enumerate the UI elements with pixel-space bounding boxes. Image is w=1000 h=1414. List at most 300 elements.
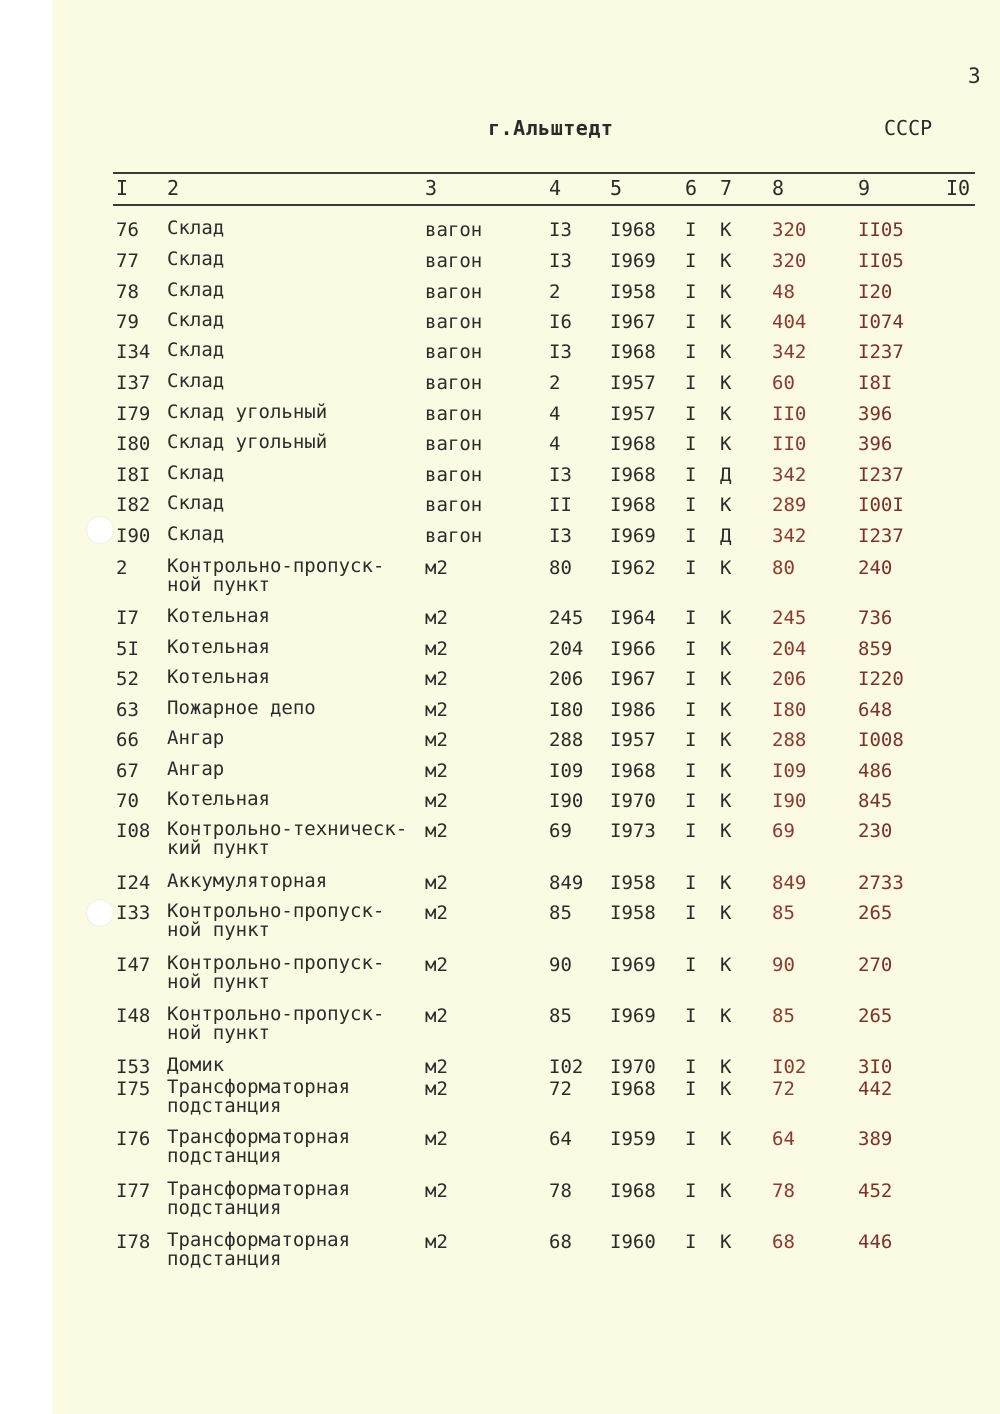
row-number: 5I <box>116 638 139 660</box>
unit: вагон <box>425 494 483 516</box>
table-row <box>0 699 1000 729</box>
unit: м2 <box>425 668 448 690</box>
year: I966 <box>610 638 656 660</box>
unit: вагон <box>425 525 483 547</box>
value-b: I00I <box>858 494 904 516</box>
value-a: I80 <box>772 699 807 721</box>
year: I957 <box>610 729 656 751</box>
object-name-line: Склад <box>167 370 225 392</box>
object-name-line: Котельная <box>167 605 270 627</box>
unit: м2 <box>425 1231 448 1253</box>
value-b: 845 <box>858 790 893 812</box>
category: I <box>685 1056 697 1078</box>
quantity: 4 <box>549 433 561 455</box>
year: I967 <box>610 668 656 690</box>
column-header-3: 3 <box>425 176 438 200</box>
object-name <box>167 1056 224 1075</box>
quantity: 206 <box>549 668 584 690</box>
year: I968 <box>610 494 656 516</box>
object-name <box>167 638 270 657</box>
value-b: 446 <box>858 1231 893 1253</box>
object-name-line: Трансформаторная <box>167 1076 351 1098</box>
value-b: I8I <box>858 372 893 394</box>
condition-code: К <box>720 790 732 812</box>
column-header-8: 8 <box>772 176 785 200</box>
quantity: 288 <box>549 729 584 751</box>
value-b: 270 <box>858 954 893 976</box>
object-name-line: Склад <box>167 279 225 301</box>
condition-code: К <box>720 403 732 425</box>
quantity: I3 <box>549 464 572 486</box>
unit: вагон <box>425 341 483 363</box>
value-b: I220 <box>858 668 904 690</box>
object-name-line: ной пункт <box>167 971 270 993</box>
value-a: 289 <box>772 494 807 516</box>
unit: вагон <box>425 219 483 241</box>
category: I <box>685 341 697 363</box>
category: I <box>685 464 697 486</box>
year: I973 <box>610 820 656 842</box>
row-number: I80 <box>116 433 151 455</box>
value-a: 85 <box>772 902 795 924</box>
condition-code: К <box>720 902 732 924</box>
row-number: I8I <box>116 464 151 486</box>
row-number: 70 <box>116 790 139 812</box>
object-name-line: ной пункт <box>167 1022 270 1044</box>
condition-code: К <box>720 433 732 455</box>
object-name-line: Ангар <box>167 758 225 780</box>
year: I962 <box>610 557 656 579</box>
object-name-line: кий пункт <box>167 837 270 859</box>
value-a: 90 <box>772 954 795 976</box>
year: I968 <box>610 341 656 363</box>
table-row <box>0 1229 1000 1270</box>
year: I967 <box>610 311 656 333</box>
category: I <box>685 1128 697 1150</box>
table-row <box>0 668 1000 698</box>
object-name <box>167 1005 384 1043</box>
category: I <box>685 250 697 272</box>
category: I <box>685 557 697 579</box>
value-a: 68 <box>772 1231 795 1253</box>
value-a: II0 <box>772 403 807 425</box>
value-b: 2733 <box>858 872 904 894</box>
category: I <box>685 790 697 812</box>
value-a: 404 <box>772 311 807 333</box>
unit: вагон <box>425 433 483 455</box>
condition-code: К <box>720 1128 732 1150</box>
row-number: 63 <box>116 699 139 721</box>
object-name <box>167 494 224 513</box>
value-a: 245 <box>772 607 807 629</box>
quantity: I3 <box>549 525 572 547</box>
column-header-7: 7 <box>720 176 733 200</box>
value-b: 396 <box>858 433 893 455</box>
year: I986 <box>610 699 656 721</box>
row-number: I24 <box>116 872 151 894</box>
row-number: I47 <box>116 954 151 976</box>
quantity: I90 <box>549 790 584 812</box>
unit: вагон <box>425 281 483 303</box>
value-a: 72 <box>772 1078 795 1100</box>
row-number: I90 <box>116 525 151 547</box>
object-name-line: Трансформаторная <box>167 1178 351 1200</box>
row-number: 77 <box>116 250 139 272</box>
object-name-line: подстанция <box>167 1095 282 1117</box>
object-name-line: Контрольно-техническ- <box>167 818 408 840</box>
object-name <box>167 219 224 238</box>
condition-code: К <box>720 729 732 751</box>
object-name-line: Склад <box>167 309 225 331</box>
object-name-line: Трансформаторная <box>167 1126 351 1148</box>
condition-code: К <box>720 311 732 333</box>
column-header-9: 9 <box>858 176 871 200</box>
condition-code: К <box>720 1180 732 1202</box>
value-a: 48 <box>772 281 795 303</box>
category: I <box>685 638 697 660</box>
unit: м2 <box>425 820 448 842</box>
year: I960 <box>610 1231 656 1253</box>
object-name-line: Контрольно-пропуск- <box>167 952 385 974</box>
value-a: 320 <box>772 250 807 272</box>
table-row <box>0 952 1000 993</box>
year: I957 <box>610 403 656 425</box>
object-name <box>167 250 224 269</box>
table-row <box>0 607 1000 637</box>
table-row <box>0 1076 1000 1117</box>
value-a: 206 <box>772 668 807 690</box>
object-name-line: Контрольно-пропуск- <box>167 555 385 577</box>
year: I968 <box>610 760 656 782</box>
page-number: 3 <box>968 64 981 88</box>
value-b: I074 <box>858 311 904 333</box>
object-name <box>167 790 270 809</box>
object-name <box>167 281 224 300</box>
object-name <box>167 557 384 595</box>
column-header-10: I0 <box>946 176 971 200</box>
object-name <box>167 1128 350 1166</box>
condition-code: К <box>720 954 732 976</box>
unit: м2 <box>425 607 448 629</box>
object-name <box>167 668 270 687</box>
category: I <box>685 668 697 690</box>
value-b: 3I0 <box>858 1056 893 1078</box>
table-row <box>0 900 1000 941</box>
quantity: 80 <box>549 557 572 579</box>
value-a: II0 <box>772 433 807 455</box>
object-name-line: Склад <box>167 248 225 270</box>
object-name <box>167 433 327 452</box>
category: I <box>685 954 697 976</box>
object-name <box>167 341 224 360</box>
object-name-line: Котельная <box>167 666 270 688</box>
value-a: 342 <box>772 341 807 363</box>
value-b: 452 <box>858 1180 893 1202</box>
condition-code: К <box>720 494 732 516</box>
object-name-line: Контрольно-пропуск- <box>167 900 385 922</box>
quantity: 204 <box>549 638 584 660</box>
column-header-6: 6 <box>685 176 698 200</box>
year: I958 <box>610 872 656 894</box>
condition-code: К <box>720 872 732 894</box>
object-name-line: подстанция <box>167 1197 282 1219</box>
quantity: I3 <box>549 250 572 272</box>
condition-code: Д <box>720 525 732 547</box>
unit: м2 <box>425 790 448 812</box>
object-name-line: Склад <box>167 462 225 484</box>
column-header-2: 2 <box>167 176 180 200</box>
value-b: 442 <box>858 1078 893 1100</box>
category: I <box>685 1180 697 1202</box>
year: I969 <box>610 954 656 976</box>
row-number: I33 <box>116 902 151 924</box>
object-name-line: Ангар <box>167 727 225 749</box>
object-name-line: Склад угольный <box>167 431 328 453</box>
object-name <box>167 525 224 544</box>
category: I <box>685 1231 697 1253</box>
value-b: 265 <box>858 1005 893 1027</box>
value-b: 486 <box>858 760 893 782</box>
condition-code: К <box>720 341 732 363</box>
quantity: I3 <box>549 341 572 363</box>
condition-code: К <box>720 250 732 272</box>
row-number: I08 <box>116 820 151 842</box>
value-a: I09 <box>772 760 807 782</box>
object-name-line: ной пункт <box>167 919 270 941</box>
value-a: 320 <box>772 219 807 241</box>
condition-code: К <box>720 219 732 241</box>
object-name <box>167 820 407 858</box>
country-code: СССР <box>884 116 933 140</box>
condition-code: К <box>720 281 732 303</box>
object-name-line: Пожарное депо <box>167 697 316 719</box>
value-b: 240 <box>858 557 893 579</box>
row-number: 76 <box>116 219 139 241</box>
object-name <box>167 872 327 891</box>
condition-code: К <box>720 557 732 579</box>
object-name-line: Домик <box>167 1054 225 1076</box>
category: I <box>685 902 697 924</box>
category: I <box>685 494 697 516</box>
value-b: 396 <box>858 403 893 425</box>
object-name-line: Трансформаторная <box>167 1229 351 1251</box>
unit: м2 <box>425 1128 448 1150</box>
object-name-line: Склад <box>167 523 225 545</box>
year: I968 <box>610 1180 656 1202</box>
unit: м2 <box>425 638 448 660</box>
quantity: 4 <box>549 403 561 425</box>
value-a: 204 <box>772 638 807 660</box>
condition-code: Д <box>720 464 732 486</box>
row-number: I76 <box>116 1128 151 1150</box>
unit: вагон <box>425 464 483 486</box>
condition-code: К <box>720 820 732 842</box>
unit: м2 <box>425 1005 448 1027</box>
category: I <box>685 525 697 547</box>
year: I959 <box>610 1128 656 1150</box>
value-a: 849 <box>772 872 807 894</box>
column-header-1: I <box>116 176 129 200</box>
object-name-line: подстанция <box>167 1248 282 1270</box>
year: I958 <box>610 902 656 924</box>
table-row <box>0 250 1000 280</box>
quantity: 90 <box>549 954 572 976</box>
row-number: I77 <box>116 1180 151 1202</box>
value-a: 342 <box>772 464 807 486</box>
object-name <box>167 403 327 422</box>
object-name <box>167 699 316 718</box>
value-b: 230 <box>858 820 893 842</box>
table-row <box>0 433 1000 463</box>
condition-code: К <box>720 699 732 721</box>
unit: м2 <box>425 872 448 894</box>
unit: м2 <box>425 902 448 924</box>
value-b: II05 <box>858 250 904 272</box>
condition-code: К <box>720 1231 732 1253</box>
object-name <box>167 464 224 483</box>
table-row <box>0 464 1000 494</box>
object-name <box>167 954 384 992</box>
condition-code: К <box>720 760 732 782</box>
value-a: 85 <box>772 1005 795 1027</box>
quantity: 78 <box>549 1180 572 1202</box>
quantity: 64 <box>549 1128 572 1150</box>
row-number: I37 <box>116 372 151 394</box>
object-name <box>167 760 224 779</box>
category: I <box>685 729 697 751</box>
quantity: I80 <box>549 699 584 721</box>
object-name-line: Склад <box>167 339 225 361</box>
column-header-5: 5 <box>610 176 623 200</box>
year: I968 <box>610 219 656 241</box>
condition-code: К <box>720 1056 732 1078</box>
object-name-line: Контрольно-пропуск- <box>167 1003 385 1025</box>
year: I969 <box>610 250 656 272</box>
condition-code: К <box>720 607 732 629</box>
value-a: I90 <box>772 790 807 812</box>
table-row <box>0 403 1000 433</box>
row-number: I7 <box>116 607 139 629</box>
object-name-line: Котельная <box>167 636 270 658</box>
table-row <box>0 341 1000 371</box>
condition-code: К <box>720 1078 732 1100</box>
unit: вагон <box>425 372 483 394</box>
value-b: I008 <box>858 729 904 751</box>
table-row <box>0 1003 1000 1044</box>
table-row <box>0 494 1000 524</box>
table-row <box>0 760 1000 790</box>
value-b: I237 <box>858 341 904 363</box>
row-number: 78 <box>116 281 139 303</box>
object-name-line: Склад <box>167 492 225 514</box>
value-b: 648 <box>858 699 893 721</box>
row-number: I78 <box>116 1231 151 1253</box>
category: I <box>685 760 697 782</box>
row-number: I75 <box>116 1078 151 1100</box>
object-name <box>167 902 384 940</box>
table-row <box>0 372 1000 402</box>
row-number: 67 <box>116 760 139 782</box>
year: I958 <box>610 281 656 303</box>
object-name <box>167 1078 350 1116</box>
value-a: 342 <box>772 525 807 547</box>
value-a: 64 <box>772 1128 795 1150</box>
value-b: II05 <box>858 219 904 241</box>
header-rule-bottom <box>113 204 975 206</box>
row-number: I82 <box>116 494 151 516</box>
object-name-line: подстанция <box>167 1145 282 1167</box>
quantity: 2 <box>549 281 561 303</box>
object-name <box>167 1180 350 1218</box>
row-number: 2 <box>116 557 128 579</box>
object-name-line: ной пункт <box>167 574 270 596</box>
unit: вагон <box>425 311 483 333</box>
unit: м2 <box>425 699 448 721</box>
year: I969 <box>610 1005 656 1027</box>
table-row <box>0 638 1000 668</box>
table-row <box>0 525 1000 555</box>
value-b: I20 <box>858 281 893 303</box>
year: I957 <box>610 372 656 394</box>
year: I970 <box>610 1056 656 1078</box>
value-b: 859 <box>858 638 893 660</box>
unit: м2 <box>425 1056 448 1078</box>
category: I <box>685 433 697 455</box>
unit: м2 <box>425 729 448 751</box>
city-title: г.Альштедт <box>488 116 614 140</box>
quantity: 72 <box>549 1078 572 1100</box>
row-number: I34 <box>116 341 151 363</box>
condition-code: К <box>720 668 732 690</box>
row-number: I48 <box>116 1005 151 1027</box>
quantity: 2 <box>549 372 561 394</box>
year: I968 <box>610 433 656 455</box>
quantity: I3 <box>549 219 572 241</box>
object-name-line: Склад <box>167 217 225 239</box>
category: I <box>685 699 697 721</box>
value-b: 736 <box>858 607 893 629</box>
year: I968 <box>610 464 656 486</box>
table-row <box>0 1178 1000 1219</box>
row-number: 52 <box>116 668 139 690</box>
value-b: 265 <box>858 902 893 924</box>
category: I <box>685 1005 697 1027</box>
unit: м2 <box>425 760 448 782</box>
value-b: I237 <box>858 525 904 547</box>
unit: м2 <box>425 557 448 579</box>
value-a: 69 <box>772 820 795 842</box>
unit: м2 <box>425 1078 448 1100</box>
table-row <box>0 790 1000 820</box>
year: I969 <box>610 525 656 547</box>
table-row <box>0 281 1000 311</box>
object-name-line: Склад угольный <box>167 401 328 423</box>
category: I <box>685 219 697 241</box>
quantity: 85 <box>549 902 572 924</box>
table-row <box>0 1126 1000 1167</box>
value-b: I237 <box>858 464 904 486</box>
value-a: 288 <box>772 729 807 751</box>
row-number: I79 <box>116 403 151 425</box>
table-row <box>0 311 1000 341</box>
object-name <box>167 311 224 330</box>
object-name <box>167 1231 350 1269</box>
object-name <box>167 372 224 391</box>
category: I <box>685 872 697 894</box>
object-name <box>167 607 270 626</box>
value-a: I02 <box>772 1056 807 1078</box>
table-row <box>0 555 1000 596</box>
